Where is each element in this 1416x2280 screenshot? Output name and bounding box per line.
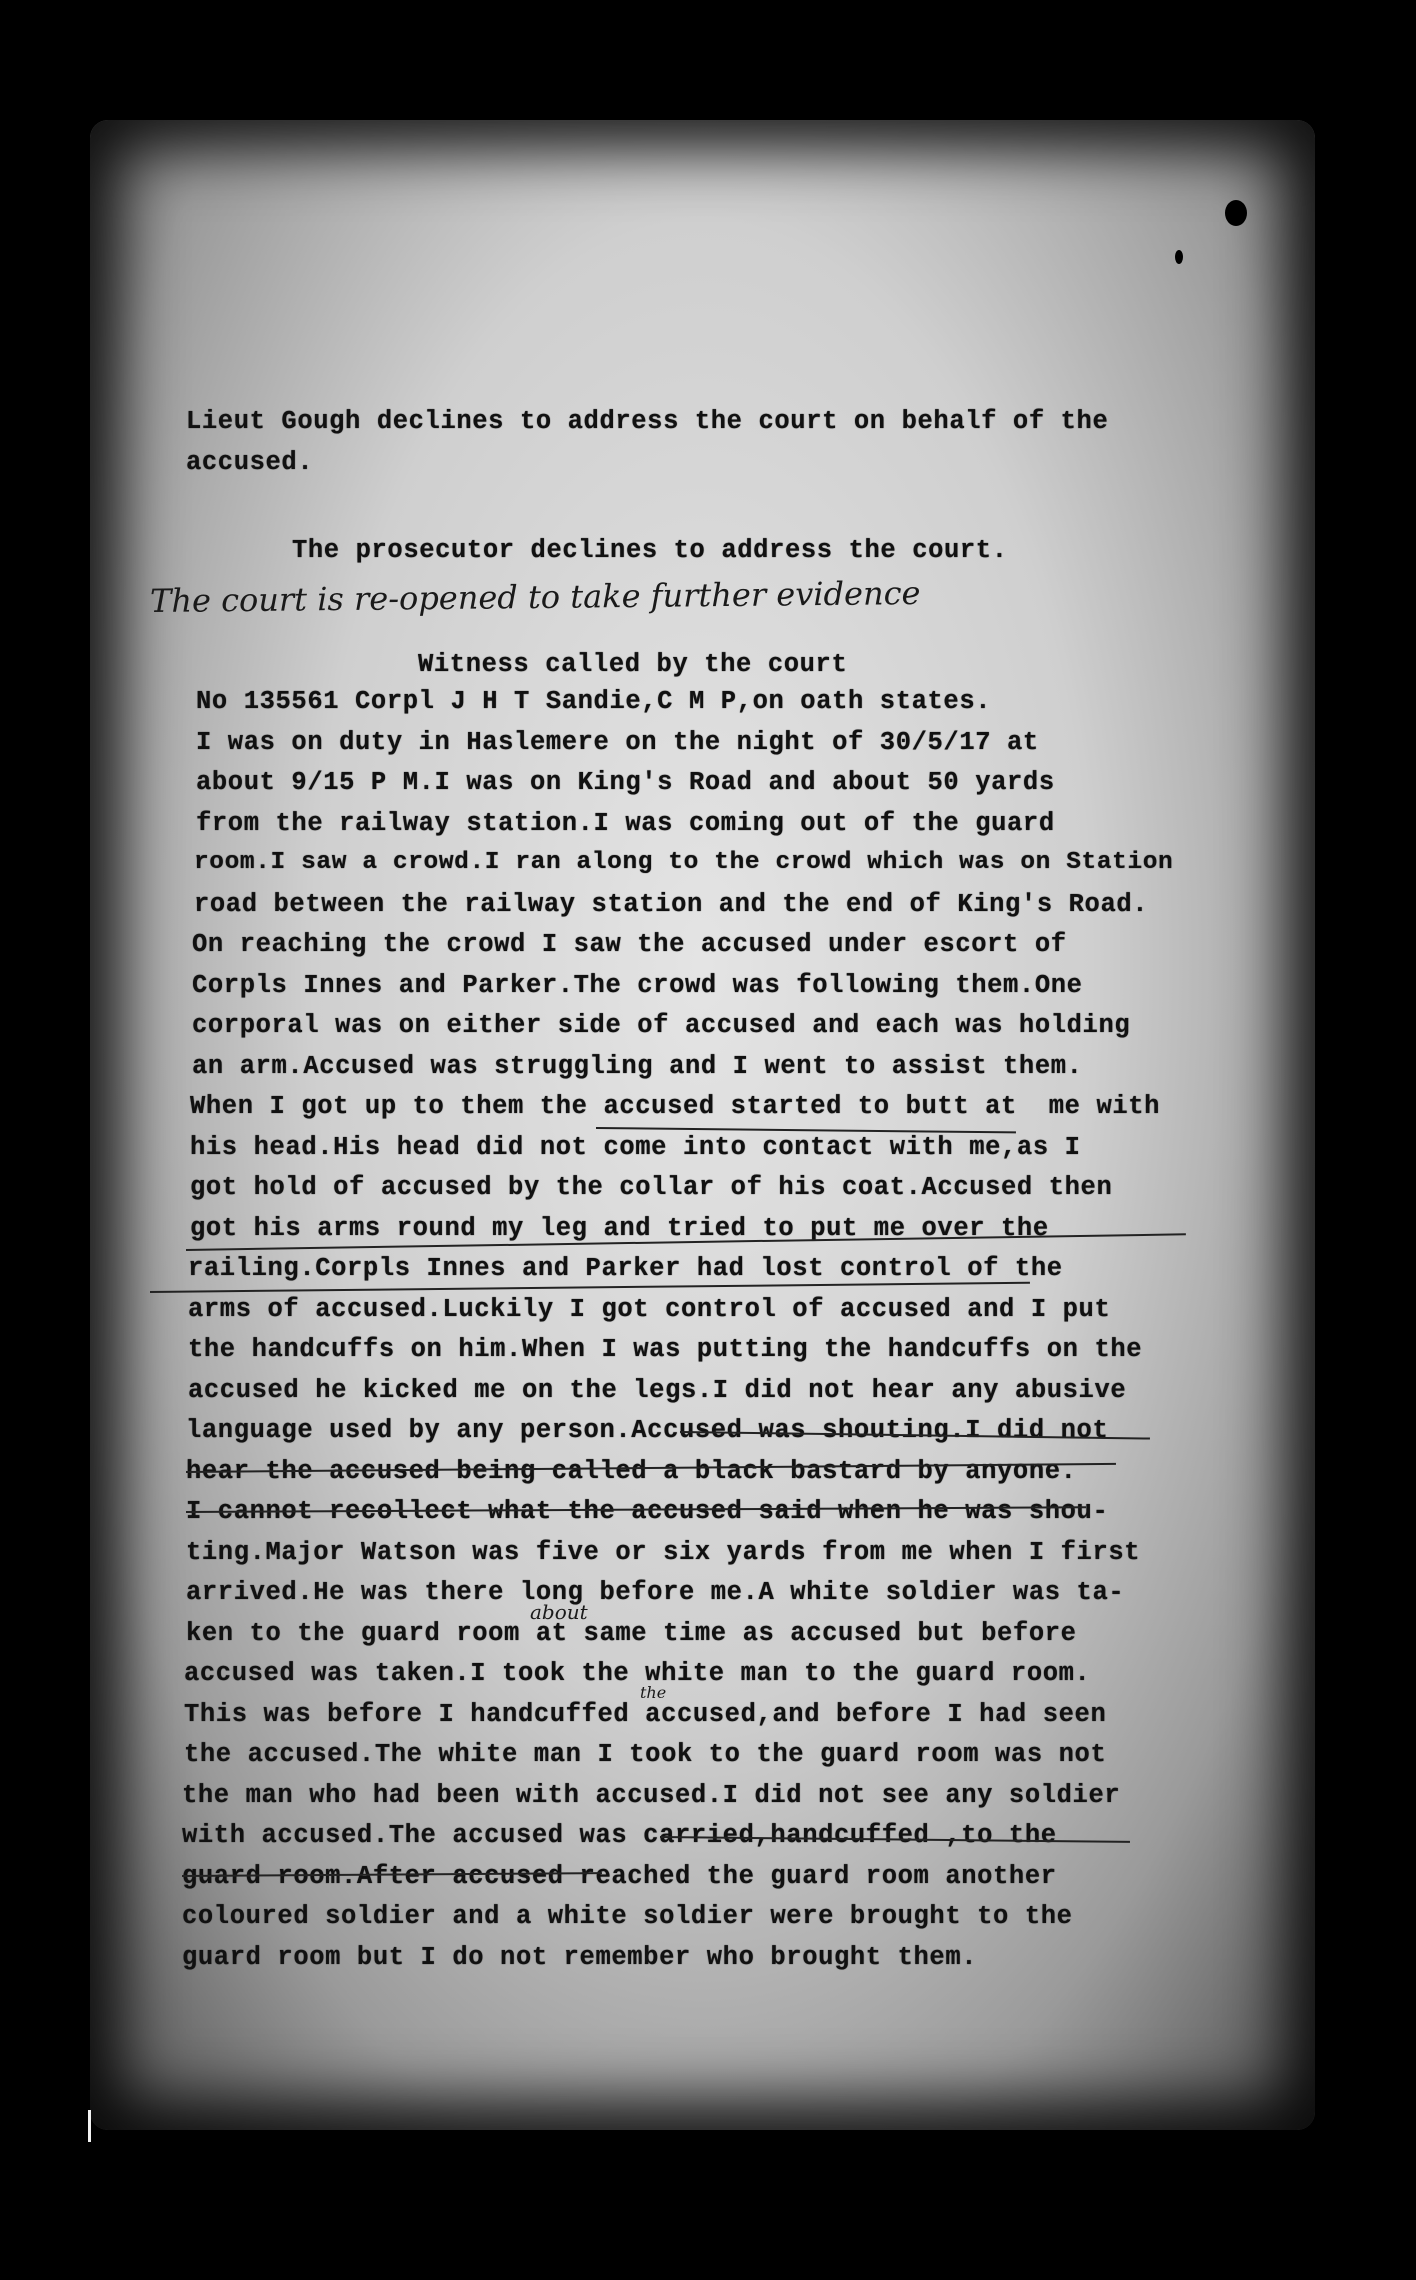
testimony-line: an arm.Accused was struggling and I went to assist them. xyxy=(192,1052,1083,1081)
testimony-line: guard room but I do not remember who brought them. xyxy=(182,1943,978,1972)
scan-scratch xyxy=(88,2110,91,2142)
testimony-line: his head.His head did not come into contact with me,as I xyxy=(190,1133,1081,1162)
testimony-line: about 9/15 P M.I was on King's Road and about 50 yards xyxy=(196,768,1055,797)
testimony-line: from the railway station.I was coming out of the guard xyxy=(196,809,1055,838)
testimony-line: railing.Corpls Innes and Parker had lost control of the xyxy=(188,1254,1063,1283)
handwritten-annotation: The court is re-opened to take further evidence xyxy=(149,573,921,621)
testimony-line: accused he kicked me on the legs.I did not hear any abusive xyxy=(188,1376,1127,1405)
witness-intro: No 135561 Corpl J H T Sandie,C M P,on oath states. xyxy=(196,687,992,716)
testimony-line: road between the railway station and the end of King's Road. xyxy=(194,890,1149,919)
testimony-line: arms of accused.Luckily I got control of accused and I put xyxy=(188,1295,1111,1324)
testimony-line: the accused.The white man I took to the guard room was not xyxy=(184,1740,1107,1769)
testimony-line: coloured soldier and a white soldier were brought to the xyxy=(182,1902,1073,1931)
testimony-line: accused was taken.I took the white man to the guard room. xyxy=(184,1659,1091,1688)
testimony-line: arrived.He was there long before me.A white soldier was ta- xyxy=(186,1578,1125,1607)
testimony-line: I cannot recollect what the accused said when he was shou- xyxy=(186,1497,1109,1526)
testimony-line: the handcuffs on him.When I was putting the handcuffs on the xyxy=(188,1335,1143,1364)
opening-line-2: accused. xyxy=(186,448,314,477)
testimony-line: language used by any person.Accused was shouting.I did not xyxy=(186,1416,1109,1445)
scan-speck xyxy=(1225,200,1247,226)
testimony-line: the man who had been with accused.I did not see any soldier xyxy=(182,1781,1121,1810)
testimony-line: Corpls Innes and Parker.The crowd was following them.One xyxy=(192,971,1083,1000)
testimony-line: hear the accused being called a black bastard by anyone. xyxy=(186,1457,1077,1486)
handwritten-insert-about: about xyxy=(530,1600,588,1624)
testimony-line: ken to the guard room at same time as accused but before xyxy=(186,1619,1077,1648)
scan-speck xyxy=(1175,250,1183,264)
testimony-line: room.I saw a crowd.I ran along to the crowd which was on Station xyxy=(194,849,1174,876)
testimony-line: I was on duty in Haslemere on the night of 30/5/17 at xyxy=(196,728,1039,757)
testimony-line: This was before I handcuffed accused,and before I had seen xyxy=(184,1700,1107,1729)
testimony-line: ting.Major Watson was five or six yards from me when I first xyxy=(186,1538,1141,1567)
testimony-line: got his arms round my leg and tried to put me over the xyxy=(190,1214,1049,1243)
testimony-line: guard room.After accused reached the guard room another xyxy=(182,1862,1057,1891)
prosecutor-statement: The prosecutor declines to address the court. xyxy=(292,536,1008,565)
witness-heading: Witness called by the court xyxy=(418,650,848,679)
testimony-line: On reaching the crowd I saw the accused under escort of xyxy=(192,930,1067,959)
handwritten-insert-the: the xyxy=(640,1683,667,1702)
opening-line-1: Lieut Gough declines to address the court on behalf of the xyxy=(186,407,1109,436)
testimony-line: corporal was on either side of accused and each was holding xyxy=(192,1011,1131,1040)
testimony-line: When I got up to them the accused started to butt at me with xyxy=(190,1092,1161,1121)
testimony-line: got hold of accused by the collar of his coat.Accused then xyxy=(190,1173,1113,1202)
testimony-line: with accused.The accused was carried,handcuffed ,to the xyxy=(182,1821,1057,1850)
